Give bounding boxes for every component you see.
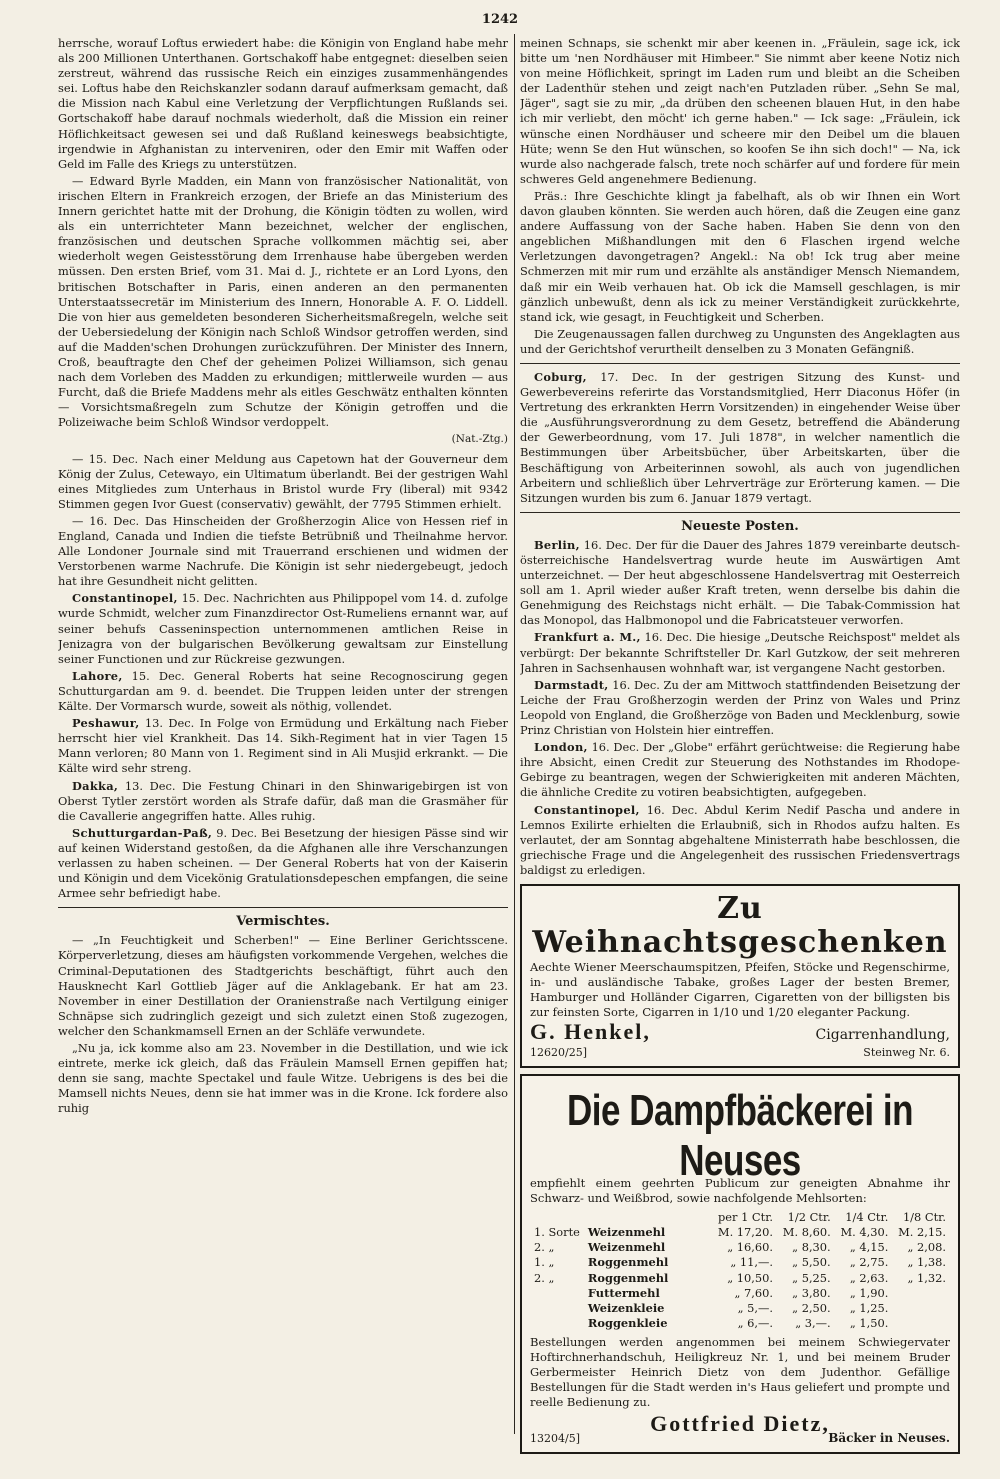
article-text: 16. Dec. Der „Globe" erfährt gerüchtweise: die Regierung habe ihre Absicht, einen Credit zur Steuerung des Nothstandes im Rhodope-Gebirge zu beantragen, wegen der Schwierigkeiten mit anderen Mächten, die ähnliche Credite zu votiren beabsichtigten, aufgegeben. xyxy=(520,740,960,800)
article-madden: — Edward Byrle Madden, ein Mann von französischer Nationalität, von irischen Eltern in Frankreich erzogen, der Briefe an das Ministerium des Innern gerichtet hatte mit der Drohung, die Königin tödten zu wollen, wird als ein unterrichteter Mann bezeichnet, welcher der englischen, französischen und deutschen Sprache vollkommen mächtig sei, aber wiederholt wegen Geistesstörung dem Irrenhause habe übergeben werden müssen. Den ersten Brief, vom 31. Mai d. J., richtete er an Lord Lyons, den britischen Botschafter in Paris, einen anderen an den permanenten Unterstaatssecretär im Ministerium des Innern, Honorable A. F. O. Liddell. Die von hier aus gemeldeten besonderen Sicherheitsmaßregeln, welche seit der Uebersiedelung der Königin nach Schloß Windsor getroffen werden, sind auf die Madden'schen Drohungen zurückzuführen. Der Minister des Innern, Croß, beauftragte den Chef der geheimen Polizei Williamson, sich genau nach dem Vorleben des Madden zu erkundigen; mittlerweile wurden — aus Furcht, daß die Briefe Maddens mehr als eitles Geschwätz enthalten könnten — Vorsichtsmaßregeln zum Schutze der Königin getroffen und die Polizeiwache beim Schloß Windsor verdoppelt. xyxy=(58,173,508,430)
ad-meta xyxy=(530,1045,950,1060)
row-product: Futtermehl xyxy=(587,1285,660,1300)
row-price: „ 6,—. xyxy=(737,1315,774,1330)
ad-code: 13204/5] xyxy=(530,1432,580,1445)
article-text: 16. Dec. Zu der am Mittwoch stattfindenden Beisetzung der Leiche der Frau Großherzogin werden der Prinz von Wales und Prinz Leopold von England, die Großherzöge von Baden und Mecklenburg, sowie Prinz Christian von Holstein hier eintreffen. xyxy=(520,677,960,738)
row-product: Roggenmehl xyxy=(587,1255,669,1270)
table-row xyxy=(530,1240,950,1255)
ad-intro: empfiehlt einem geehrten Publicum zur geneigten Abnahme ihr Schwarz- und Weißbrod, sowie nachfolgende Mehlsorten: xyxy=(530,1176,950,1206)
dateline: Lahore, xyxy=(72,668,123,683)
row-price: „ 3,80. xyxy=(792,1285,831,1300)
article-text: 13. Dec. Die Festung Chinari in den Shinwarigebirgen ist von Oberst Tytler zerstört worden als Strafe dafür, daß man die Grasmäher für die Cavallerie angegriffen hatte. Alles ruhig. xyxy=(58,778,508,823)
row-price: M. 8,60. xyxy=(782,1225,831,1240)
row-price: M. 2,15. xyxy=(898,1225,946,1240)
row-price: „ 1,50. xyxy=(849,1315,889,1330)
row-product: Weizenmehl xyxy=(587,1240,666,1255)
article-konstantinopel xyxy=(58,591,508,666)
price-table xyxy=(530,1210,950,1331)
article-berlin xyxy=(520,538,960,629)
row-product: Roggenmehl xyxy=(587,1270,669,1285)
row-price: „ 1,25. xyxy=(849,1300,889,1315)
article-peshawur xyxy=(58,716,508,776)
row-price: „ 4,15. xyxy=(849,1240,889,1255)
column-header: 1/8 Ctr. xyxy=(902,1210,946,1225)
article-lahore xyxy=(58,669,508,714)
row-price: „ 2,50. xyxy=(792,1300,831,1315)
row-price: „ 2,75. xyxy=(849,1255,889,1270)
ad-body: Aechte Wiener Meerschaumspitzen, Pfeifen, Stöcke und Regenschirme, in- und ausländische Tabake, großes Lager der besten Bremer, Hamburger und Holländer Cigarren, Cigaretten von der billigsten bis zur feinsten Sorte, Cigarren in 1/10 und 1/20 eleganter Packung. xyxy=(530,959,950,1019)
article-dakka xyxy=(58,779,508,824)
right-column xyxy=(520,36,960,1461)
article-dec15: — 15. Dec. Nach einer Meldung aus Capetown hat der Gouverneur dem König der Zulus, Cetewayo, ein Ultimatum überlandt. Bei der gestrigen Wahl eines Mitgliedes zum Unterhaus in Bristol wurde Fry (liberal) mit 9342 Stimmen gegen Ivor Guest (conservativ) gewählt, der 7795 Stimmen erhielt. xyxy=(58,451,508,511)
column-header: 1/2 Ctr. xyxy=(787,1210,831,1225)
row-product: Roggenkleie xyxy=(587,1315,668,1330)
row-price: „ 8,30. xyxy=(792,1240,831,1255)
section-title-neueste: Neueste Posten. xyxy=(681,518,799,534)
row-price: „ 2,08. xyxy=(907,1240,946,1255)
row-rank: 1. „ xyxy=(534,1255,555,1270)
section-title-vermischtes: Vermischtes. xyxy=(236,914,330,930)
row-price: „ 1,38. xyxy=(907,1255,946,1270)
row-rank xyxy=(530,1301,584,1316)
column-header: 1/4 Ctr. xyxy=(845,1210,889,1225)
article-verdict: Die Zeugenaussagen fallen durchweg zu Ungunsten des Angeklagten aus und der Gerichtshof verurtheilt denselben zu 3 Monaten Gefängniß. xyxy=(520,326,960,356)
row-rank xyxy=(530,1286,584,1301)
row-product: Weizenmehl xyxy=(587,1225,666,1240)
dateline: London, xyxy=(534,740,588,755)
ad-headline: Die Dampfbäckerei in Neuses xyxy=(567,1086,913,1185)
table-row xyxy=(530,1225,950,1240)
article-konstantinopel-2 xyxy=(520,803,960,878)
left-column xyxy=(58,36,508,1461)
column-divider xyxy=(514,34,515,1434)
row-price: „ 7,60. xyxy=(734,1285,774,1300)
article-gortschakoff: herrsche, worauf Loftus erwiedert habe: die Königin von England habe mehr als 200 Millionen Unterthanen. Gortschakoff habe entgegnet: dieselben seien zerstreut, während das russische Reich ein einziges zusammenhängendes sei. Loftus habe den Reichskanzler sodann darauf aufmerksam gemacht, daß die Mission nach Kabul eine Verletzung der Verpflichtungen Rußlands sei. Gortschakoff habe darauf nochmals wiederholt, daß die Mission ein reiner Höflichkeitsact gewesen sei und daß Rußland keineswegs beabsichtigte, irgendwie in Afghanistan zu interveniren, oder den Emir mit Waffen oder Geld im Falle des Kriegs zu unterstützen. xyxy=(58,36,508,171)
row-price: „ 10,50. xyxy=(727,1270,774,1285)
ad-signature: Gottfried Dietz, xyxy=(650,1410,830,1436)
ad-code: 12620/25] xyxy=(530,1046,587,1060)
section-rule xyxy=(520,363,960,364)
advertisement-dampfbaeckerei xyxy=(520,1074,960,1454)
dateline: Coburg, xyxy=(534,369,587,384)
article-coburg xyxy=(520,370,960,506)
dateline: Schutturgardan-Paß, xyxy=(72,825,213,840)
article-frankfurt xyxy=(520,630,960,675)
price-table-header xyxy=(530,1210,950,1225)
row-price: M. 17,20. xyxy=(717,1225,774,1240)
row-price: „ 2,63. xyxy=(849,1270,889,1285)
ad-signature-sub: Bäcker in Neuses. xyxy=(828,1431,950,1445)
header-empty xyxy=(584,1210,712,1225)
row-price: M. 4,30. xyxy=(840,1225,889,1240)
article-vermischtes: — „In Feuchtigkeit und Scherben!" — Eine Berliner Gerichtsscene. Körperverletzung, dieses am häufigsten vorkommende Vergehen, welches die Criminal-Deputationen des Stadtgerichts beschäftigt, führt auch den Hausknecht Karl Gottlieb Jäger auf die Anklagebank. Er hat am 23. November in einer Destillation der Oranienstraße nach Vertilgung einiger Schnäpse sich zudringlich gezeigt und sich zuletzt einen Stoß zugezogen, welcher den Schankmamsell Ernen an der Schläfe verwundete. xyxy=(58,933,508,1038)
row-rank: 2. „ xyxy=(534,1240,555,1255)
row-price: „ 3,—. xyxy=(795,1315,831,1330)
ad-firm-name: G. Henkel, xyxy=(530,1018,651,1044)
article-dec16: — 16. Dec. Das Hinscheiden der Großherzogin Alice von Hessen rief in England, Canada und Indien die tiefste Betrübniß und Theilnahme hervor. Alle Londoner Journale sind mit Trauerrand erschienen und widmen der Verstorbenen warme Nachrufe. Die Königin ist sehr niedergebeugt, jedoch hat ihre Gesundheit nicht gelitten. xyxy=(58,513,508,589)
row-price: „ 11,—. xyxy=(730,1255,774,1270)
article-text: 15. Dec. General Roberts hat seine Recognoscirung gegen Schutturgardan am 9. d. beendet. Die Truppen leiden unter der strengen Kälte. Der Vormarsch wurde, soweit als nöthig, vollendet. xyxy=(58,668,508,714)
dateline: Berlin, xyxy=(534,537,580,552)
table-row xyxy=(530,1286,950,1301)
page-number: 1242 xyxy=(481,12,519,27)
row-rank: 1. Sorte xyxy=(534,1225,580,1240)
row-price xyxy=(892,1316,950,1331)
row-price xyxy=(892,1301,950,1316)
ad-firm-row xyxy=(530,1018,950,1044)
row-price: „ 5,50. xyxy=(792,1255,831,1270)
row-price: „ 1,32. xyxy=(907,1270,946,1285)
article-text: 9. Dec. Bei Besetzung der hiesigen Pässe sind wir auf keinen Widerstand gestoßen, da die Afghanen alle ihre Verschanzungen verlassen zu haben scheinen. — Der General Roberts hat von der Kaiserin und Königin und dem Vicekönig Gratulationsdepeschen empfangen, die seine Armee sehr befriedigt habe. xyxy=(58,825,508,901)
ad-headline: Zu Weihnachtsgeschenken xyxy=(532,890,948,960)
ad-ordering: Bestellungen werden angenommen bei meinem Schwiegervater Hoftirchnerhandschuh, Heiligkreuz Nr. 1, und bei meinem Bruder Gerbermeister Heinrich Dietz von dem Judenthor. Gefällige Bestellungen für die Stadt werden in's Haus geliefert und prompte und reelle Bedienung zu. xyxy=(530,1334,950,1409)
article-court: Präs.: Ihre Geschichte klingt ja fabelhaft, als ob wir Ihnen ein Wort davon glauben könnten. Sie werden auch hören, daß die Zeugen eine ganz andere Auffassung von der Sache haben. Haben Sie denn von den angeblichen Mißhandlungen mit den 6 Flaschen irgend welche Verletzungen davongetragen? Angekl.: Na ob! Ick trug aber meine Schmerzen mit mir rum und erzählte als anständiger Mensch Niemandem, daß mir ein Weib verhauen hat. Ob ick die Mamsell geschlagen, is mir gänzlich unbewußt, denn als ick zu meiner Verständigkeit zurückkehrte, stand ick, wie gesagt, in Feuchtigkeit und Scherben. xyxy=(520,188,960,324)
article-text: 16. Dec. Die hiesige „Deutsche Reichspost" meldet als verbürgt: Der bekannte Schriftsteller Dr. Karl Gutzkow, der seit mehreren Jahren in Sachsenhausen wohnhaft war, ist vergangene Nacht gestorben. xyxy=(520,630,960,675)
section-rule xyxy=(520,512,960,513)
row-price: „ 5,—. xyxy=(737,1300,774,1315)
row-price: „ 5,25. xyxy=(792,1270,831,1285)
dateline: Dakka, xyxy=(72,778,119,793)
row-price: „ 16,60. xyxy=(727,1240,774,1255)
row-rank: 2. „ xyxy=(534,1270,555,1285)
article-quote: „Nu ja, ick komme also am 23. November in die Destillation, und wie ick eintrete, merke ick gleich, daß das Fräulein Mamsell Ernen gepiffen hat; denn sie sang, machte Spectakel und faule Witze. Uebrigens is des bei die Mamsell nichts Neues, denn sie hat immer was in die Krone. Ick fordere also ruhig xyxy=(58,1041,508,1116)
header-empty xyxy=(530,1210,584,1225)
dateline: Constantinopel, xyxy=(534,802,640,817)
table-row xyxy=(530,1255,950,1270)
row-price xyxy=(892,1286,950,1301)
table-row xyxy=(530,1301,950,1316)
row-price: „ 1,90. xyxy=(849,1285,889,1300)
table-row xyxy=(530,1271,950,1286)
dateline: Frankfurt a. M., xyxy=(534,630,641,645)
dateline: Constantinopel, xyxy=(72,591,178,606)
article-text: 15. Dec. Nachrichten aus Philippopel vom 14. d. zufolge wurde Schmidt, welcher zum Finanzdirector Ost-Rumeliens ernannt war, auf seiner behufs Casseninspection unternommenen amtlichen Reise in Jenizagra von der bulgarischen Bevölkerung gewaltsam zur Einstellung seiner Functionen und zur Rückreise gezwungen. xyxy=(58,591,508,666)
section-rule xyxy=(58,907,508,908)
ad-address: Steinweg Nr. 6. xyxy=(863,1046,950,1060)
article-schutturgardan xyxy=(58,826,508,901)
column-header: per 1 Ctr. xyxy=(717,1210,774,1225)
table-row xyxy=(530,1316,950,1331)
article-darmstadt xyxy=(520,678,960,738)
source-credit: (Nat.-Ztg.) xyxy=(451,433,508,446)
row-product: Weizenkleie xyxy=(587,1300,665,1315)
article-london xyxy=(520,740,960,800)
row-rank xyxy=(530,1316,584,1331)
article-continuation: meinen Schnaps, sie schenkt mir aber keenen in. „Fräulein, sage ick, ick bitte um 'nen Nordhäuser mit Himbeer." Sie nimmt aber keene Notiz nich von meine Höflichkeit, springt im Laden rum und bleibt an die Scheiben der Ladenthür stehen und zeigt nach'en Putzladen rüber. „Sehn Se mal, Jäger", sagt sie zu mir, „da drüben den scheenen blauen Hut, in den habe ich mir verliebt, den möcht' ich gerne haben." — Ick sage: „Fräulein, ick wünsche einen Nordhäuser und scheere mir den Deibel um die blauen Hüte; wenn Se den Hut wünschen, so koofen Se ihn sich doch!" — Na, ick wurde also nachgerade falsch, trete noch schärfer auf und fordere für mein schweres Geld angenehmere Bedienung. xyxy=(520,36,960,186)
ad-firm-type: Cigarrenhandlung, xyxy=(815,1026,950,1043)
article-text: 16. Dec. Abdul Kerim Nedif Pascha und andere in Lemnos Exilirte erhielten die Erlaubniß, sich in Rhodos aufzu halten. Es verlautet, der am Sonntag abgehaltene Ministerrath habe beschlossen, die griechische Frage und die Angelegenheit des russischen Friedensvertrags baldigst zu erledigen. xyxy=(520,802,960,877)
article-text: 17. Dec. In der gestrigen Sitzung des Kunst- und Gewerbevereins referirte das Vorstandsmitglied, Herr Diaconus Höfer (in Vertretung des erkrankten Herrn Vorsitzenden) in eingehender Weise über die „Ausführungsverordnung zu dem Gesetz, betreffend die Abänderung der Gewerbeordnung, vom 17. Juli 1878", in welcher namentlich die Bestimmungen über Arbeitsbücher, über Arbeitskarten, über die Beschäftigung von Arbeiterinnen sowohl, als auch von jugendlichen Arbeitern und schließlich über Lehrverträge zur Erörterung kamen. — Die Sitzungen wurden bis zum 6. Januar 1879 vertagt. xyxy=(520,369,960,505)
advertisement-henkel xyxy=(520,884,960,1068)
article-text: 13. Dec. In Folge von Ermüdung und Erkältung nach Fieber herrscht hier viel Krankheit. Das 14. Sikh-Regiment hat in vier Tagen 15 Mann verloren; 80 Mann von 1. Regiment sind in Ali Musjid erkrankt. — Die Kälte wird sehr streng. xyxy=(58,716,508,776)
article-text: 16. Dec. Der für die Dauer des Jahres 1879 vereinbarte deutsch-österreichische Handelsvertrag wurde heute im Auswärtigen Amt unterzeichnet. — Der heut abgeschlossene Handelsvertrag mit Oesterreich soll am 1. April wieder außer Kraft treten, wenn derselbe bis dahin die Genehmigung des Reichstags nicht erhält. — Die Tabak-Commission hat das Monopol, das Halbmonopol und die Fabricatsteuer verworfen. xyxy=(520,537,960,628)
dateline: Darmstadt, xyxy=(534,677,609,692)
dateline: Peshawur, xyxy=(72,716,140,731)
